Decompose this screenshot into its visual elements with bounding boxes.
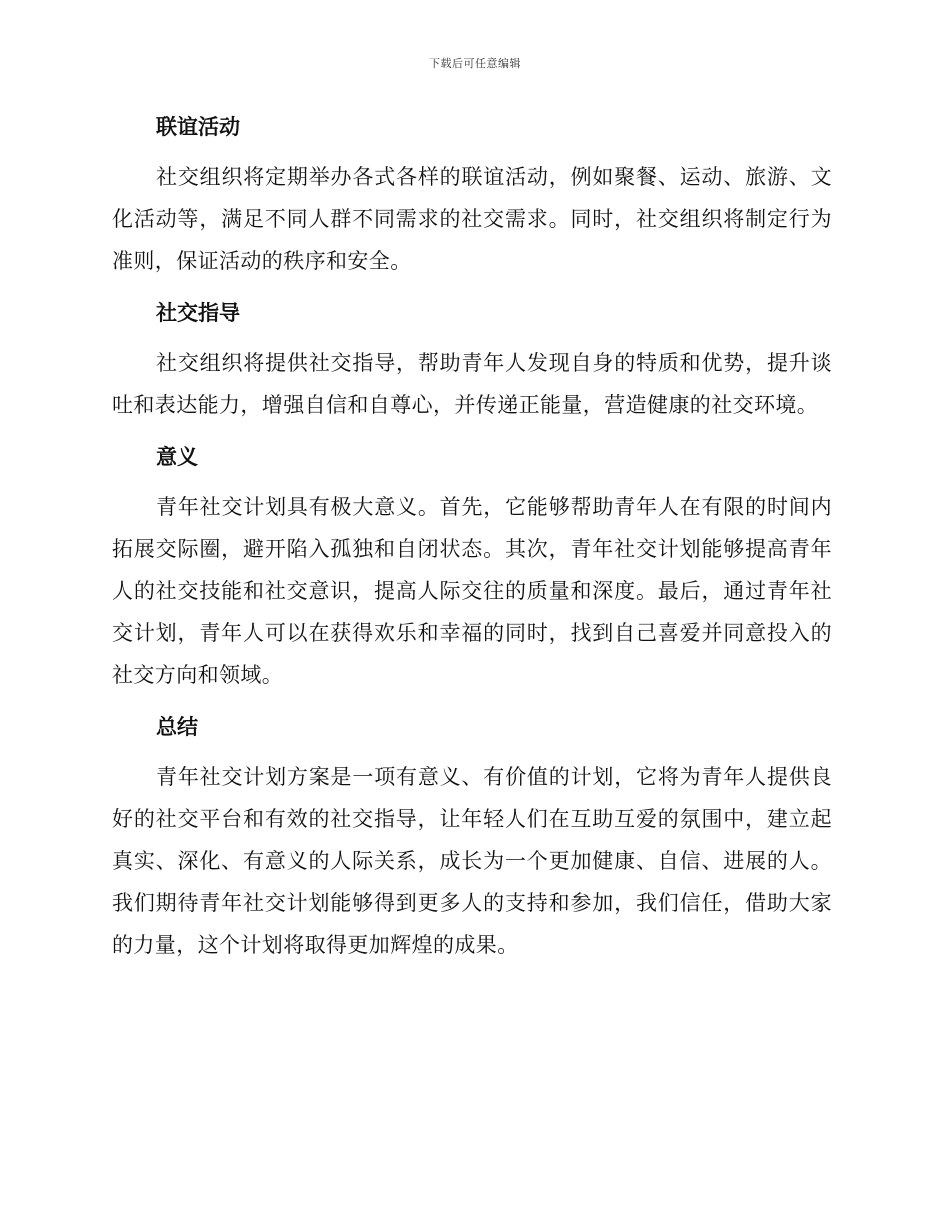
document-body [112,108,832,978]
section-heading: 社交指导 [156,301,240,325]
section-paragraph: 社交组织将定期举办各式各样的联谊活动，例如聚餐、运动、旅游、文化活动等，满足不同人群不同需求的社交需求。同时，社交组织将制定行为准则，保证活动的秩序和安全。 [112,165,832,273]
section-social-guidance [112,294,832,426]
header-note: 下载后可任意编辑 [429,57,521,70]
section-heading: 总结 [156,715,198,739]
section-summary [112,708,832,966]
section-heading: 意义 [156,445,198,469]
section-lianyi-activities [112,108,832,282]
section-paragraph: 青年社交计划具有极大意义。首先，它能够帮助青年人在有限的时间内拓展交际圈，避开陷入孤独和自闭状态。其次，青年社交计划能够提高青年人的社交技能和社交意识，提高人际交往的质量和深度。最后，通过青年社交计划，青年人可以在获得欢乐和幸福的同时，找到自己喜爱并同意投入的社交方向和领域。 [112,495,832,687]
section-paragraph: 青年社交计划方案是一项有意义、有价值的计划，它将为青年人提供良好的社交平台和有效的社交指导，让年轻人们在互助互爱的氛围中，建立起真实、深化、有意义的人际关系，成长为一个更加健康、自信、进展的人。我们期待青年社交计划能够得到更多人的支持和参加，我们信任，借助大家的力量，这个计划将取得更加辉煌的成果。 [112,765,832,957]
section-heading: 联谊活动 [156,115,240,139]
section-paragraph: 社交组织将提供社交指导，帮助青年人发现自身的特质和优势，提升谈吐和表达能力，增强自信和自尊心，并传递正能量，营造健康的社交环境。 [112,351,832,417]
section-significance [112,438,832,696]
